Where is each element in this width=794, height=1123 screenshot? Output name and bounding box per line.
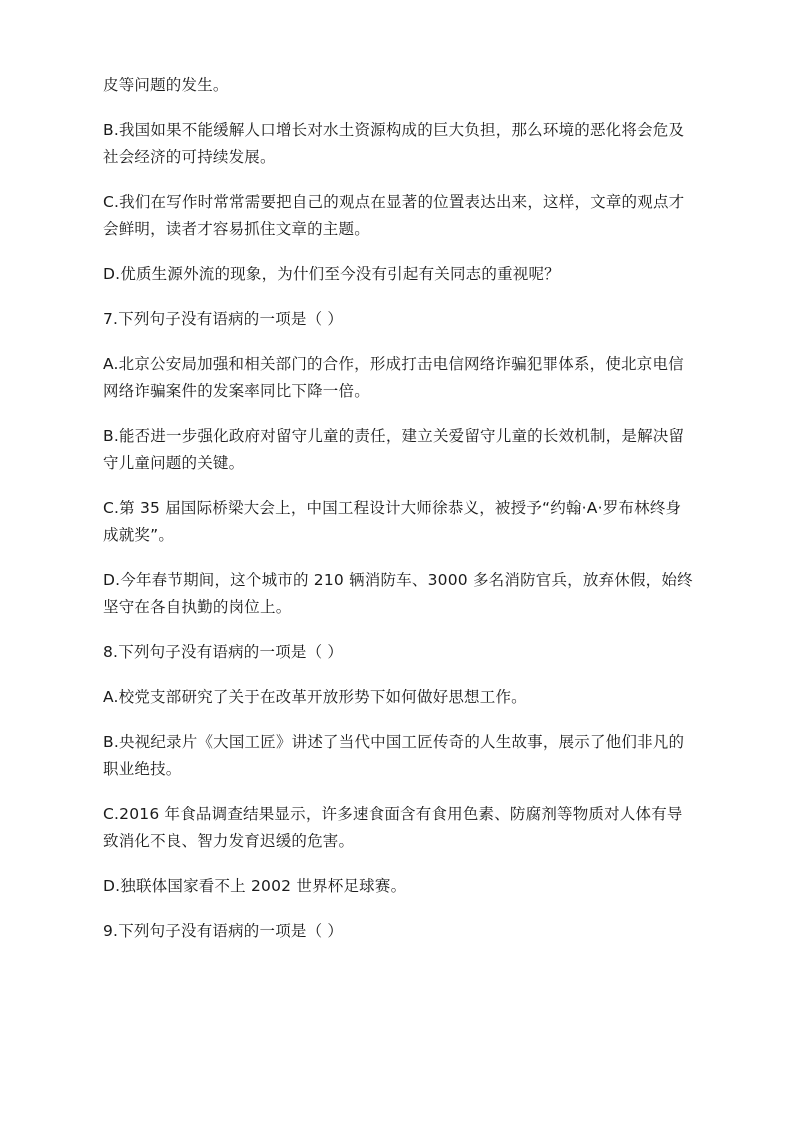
q7-option-a: A.北京公安局加强和相关部门的合作，形成打击电信网络诈骗犯罪体系，使北京电信 网络诈骗案件的发案率同比下降一倍。 [103, 355, 684, 400]
document-content [103, 72, 693, 963]
q7-option-d: D.今年春节期间，这个城市的 210 辆消防车、3000 多名消防官兵，放弃休假，始终 坚守在各自执勤的岗位上。 [103, 571, 693, 616]
q8-option-a: A.校党支部研究了关于在改革开放形势下如何做好思想工作。 [103, 688, 527, 706]
q9-stem: 9.下列句子没有语病的一项是（ ） [103, 922, 344, 940]
continuation-text: 皮等问题的发生。 [103, 76, 229, 94]
q7-stem: 7.下列句子没有语病的一项是（ ） [103, 310, 344, 328]
q7-option-c: C.第 35 届国际桥梁大会上，中国工程设计大师徐恭义，被授予“约翰·A·罗布林终身 成就奖”。 [103, 499, 682, 544]
q6-option-b: B.我国如果不能缓解人口增长对水土资源构成的巨大负担，那么环境的恶化将会危及 社会经济的可持续发展。 [103, 121, 685, 166]
q8-stem: 8.下列句子没有语病的一项是（ ） [103, 643, 344, 661]
q8-option-b: B.央视纪录片《大国工匠》讲述了当代中国工匠传奇的人生故事，展示了他们非凡的 职业绝技。 [103, 733, 685, 778]
q6-option-d: D.优质生源外流的现象，为什们至今没有引起有关同志的重视呢？ [103, 265, 560, 283]
q7-option-b: B.能否进一步强化政府对留守儿童的责任，建立关爱留守儿童的长效机制，是解决留 守儿童问题的关键。 [103, 427, 685, 472]
q8-option-d: D.独联体国家看不上 2002 世界杯足球赛。 [103, 877, 407, 895]
q8-option-c: C.2016 年食品调查结果显示，许多速食面含有食用色素、防腐剂等物质对人体有导 致消化不良、智力发育迟缓的危害。 [103, 805, 683, 850]
q6-option-c: C.我们在写作时常常需要把自己的观点在显著的位置表达出来，这样，文章的观点才 会鲜明，读者才容易抓住文章的主题。 [103, 193, 685, 238]
